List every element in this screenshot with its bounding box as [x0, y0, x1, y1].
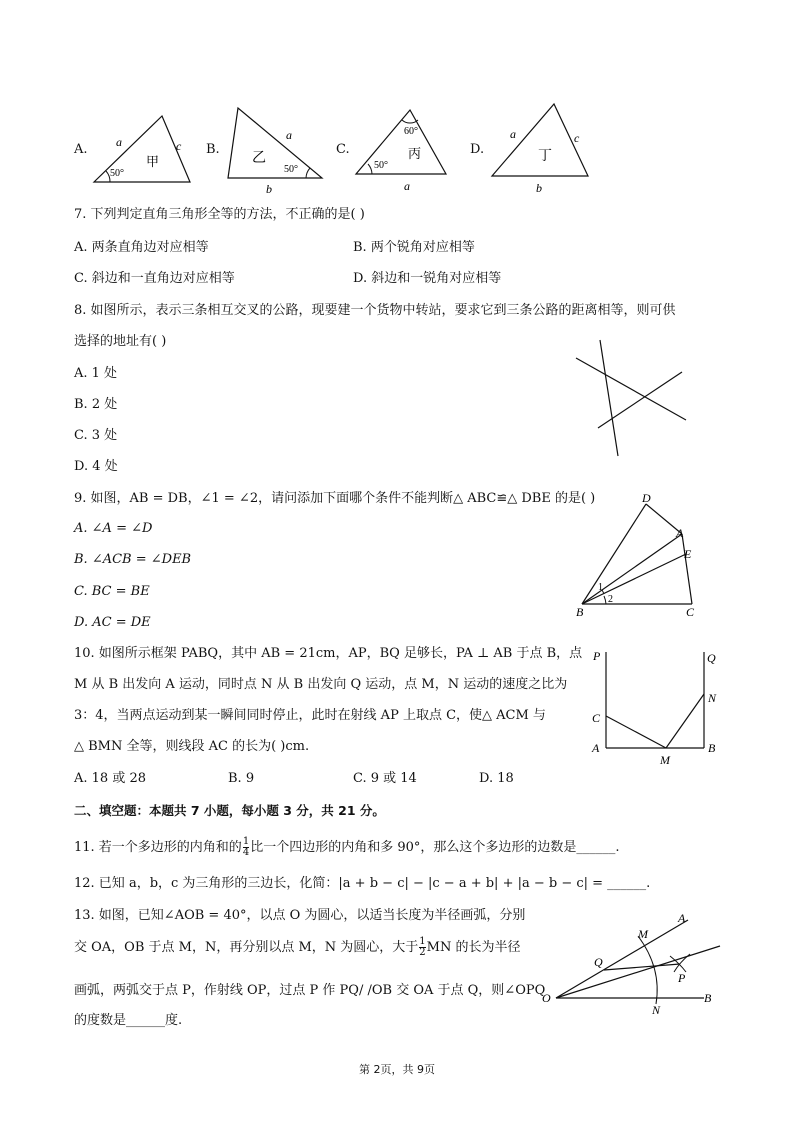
q6-c-angle-60: 60° [404, 126, 418, 137]
q8-option-c: C. 3 处 [74, 428, 118, 443]
q13-numerator: 1 [419, 936, 426, 947]
q10-line4: △ BMN 全等，则线段 AC 的长为( )cm. [74, 739, 310, 754]
q10-line2: M 从 B 出发向 A 运动，同时点 N 从 B 出发向 Q 运动，点 M，N 运动的速度之比为 [74, 677, 568, 692]
q6-d-side-b: b [536, 181, 542, 195]
q13-angle-figure [540, 908, 730, 1018]
q10-label-N: N [708, 691, 717, 705]
q11-denominator: 4 [242, 847, 250, 858]
q11-post: 比一个四边形的内角和多 90°，那么这个多边形的边数是______. [250, 840, 620, 855]
q6-d-side-c: c [574, 131, 580, 145]
q6-c-angle-50: 50° [374, 160, 388, 171]
q9-option-b: B. ∠ACB = ∠DEB [74, 552, 192, 567]
q7-option-d: D. 斜边和一锐角对应相等 [353, 271, 502, 286]
q13-denominator: 2 [419, 947, 426, 958]
q6-option-b-letter: B. [206, 142, 220, 157]
q13-line2 [74, 935, 521, 961]
q13-line4: 的度数是______度. [74, 1013, 183, 1028]
q9-label-B: B [576, 605, 584, 619]
q10-label-B: B [708, 741, 716, 755]
q10-label-A: A [592, 741, 600, 755]
q13-fraction [419, 937, 425, 958]
q8-option-b: B. 2 处 [74, 397, 118, 412]
section2-heading: 二、填空题：本题共 7 小题，每小题 3 分，共 21 分。 [74, 803, 385, 818]
q13-line2-pre: 交 OA，OB 于点 M，N，再分别以点 M，N 为圆心，大于 [74, 940, 419, 955]
q11-numerator: 1 [242, 836, 250, 847]
q6-triangle-d [488, 100, 598, 195]
q13-label-O: O [542, 991, 551, 1005]
q10-line1: 10. 如图所示框架 PABQ，其中 AB = 21cm，AP，BQ 足够长，PA ⊥ AB 于点 B，点 [74, 646, 583, 661]
q13-label-M: M [638, 927, 648, 941]
q6-b-angle: 50° [284, 164, 298, 175]
q6-c-side-a: a [404, 179, 410, 193]
q10-label-P: P [593, 649, 601, 663]
q10-line3: 3：4，当两点运动到某一瞬间同时停止，此时在射线 AP 上取点 C，使△ ACM 与 [74, 708, 546, 723]
q8-option-a: A. 1 处 [74, 366, 118, 381]
q8-option-d: D. 4 处 [74, 459, 118, 474]
q8-stem-line2: 选择的地址有( ) [74, 334, 167, 349]
q9-triangle-figure [572, 492, 702, 618]
q6-b-side-b: b [266, 182, 272, 196]
q6-d-center: 丁 [538, 149, 552, 164]
q9-label-C: C [686, 605, 695, 619]
q12-text: 12. 已知 a，b，c 为三角形的三边长，化简：|a + b − c| − |c − a + b| + |a − b − c| = ______. [74, 876, 651, 891]
q6-option-a-letter: A. [74, 142, 88, 157]
q11-fraction [243, 837, 249, 858]
q9-label-2: 2 [608, 594, 613, 605]
q8-roads-figure [570, 338, 690, 458]
q10-option-d: D. 18 [479, 771, 514, 786]
q9-label-D: D [642, 491, 651, 505]
q6-a-side-c: c [176, 139, 182, 153]
q13-label-P: P [678, 971, 686, 985]
q6-option-d-letter: D. [470, 142, 485, 157]
q6-a-angle: 50° [110, 168, 124, 179]
q9-stem: 9. 如图，AB = DB，∠1 = ∠2，请问添加下面哪个条件不能判断△ ABC≌△ DBE 的是( ) [74, 491, 596, 506]
q6-option-c-letter: C. [336, 142, 350, 157]
q11-text [74, 835, 620, 861]
q9-option-c: C. BC = BE [74, 584, 150, 599]
q11-pre: 11. 若一个多边形的内角和的 [74, 840, 242, 855]
q7-option-b: B. 两个锐角对应相等 [353, 240, 475, 255]
q6-c-center: 丙 [408, 146, 422, 161]
q9-option-a: A. ∠A = ∠D [74, 521, 153, 536]
q13-line3: 画弧，两弧交于点 P，作射线 OP，过点 P 作 PQ/ /OB 交 OA 于点 Q，则∠OPQ [74, 983, 546, 998]
q13-line1: 13. 如图，已知∠AOB = 40°，以点 O 为圆心，以适当长度为半径画弧，分别 [74, 908, 526, 923]
q13-label-Q: Q [594, 955, 603, 969]
q13-label-N: N [652, 1003, 661, 1017]
q6-b-center: 乙 [252, 151, 266, 166]
q9-option-d: D. AC = DE [74, 615, 151, 630]
q7-option-c: C. 斜边和一直角边对应相等 [74, 271, 235, 286]
q13-line2-post: MN 的长为半径 [426, 940, 521, 955]
q9-label-E: E [684, 547, 692, 561]
q6-triangle-c [352, 106, 462, 192]
q10-option-c: C. 9 或 14 [353, 771, 417, 786]
q6-d-side-a: a [510, 127, 516, 141]
q10-option-b: B. 9 [228, 771, 255, 786]
page-footer: 第 2页，共 9页 [359, 1063, 435, 1076]
q10-label-M: M [660, 753, 670, 767]
q7-option-a: A. 两条直角边对应相等 [74, 240, 209, 255]
q10-frame-figure [590, 646, 730, 766]
q10-label-C: C [592, 711, 601, 725]
q8-stem-line1: 8. 如图所示，表示三条相互交叉的公路，现要建一个货物中转站，要求它到三条公路的距离相等，则可供 [74, 303, 676, 318]
q6-b-side-a: a [286, 128, 292, 142]
q7-stem: 7. 下列判定直角三角形全等的方法，不正确的是( ) [74, 207, 365, 222]
q13-label-A: A [678, 911, 686, 925]
q13-label-B: B [704, 991, 712, 1005]
q10-option-a: A. 18 或 28 [74, 771, 147, 786]
q6-triangle-a [90, 110, 200, 190]
q6-a-side-a: a [116, 135, 122, 149]
q9-label-A: A [676, 526, 684, 540]
q6-a-center: 甲 [146, 154, 160, 169]
q10-label-Q: Q [707, 651, 716, 665]
q6-triangle-b [224, 102, 334, 196]
q9-label-1: 1 [598, 582, 603, 593]
